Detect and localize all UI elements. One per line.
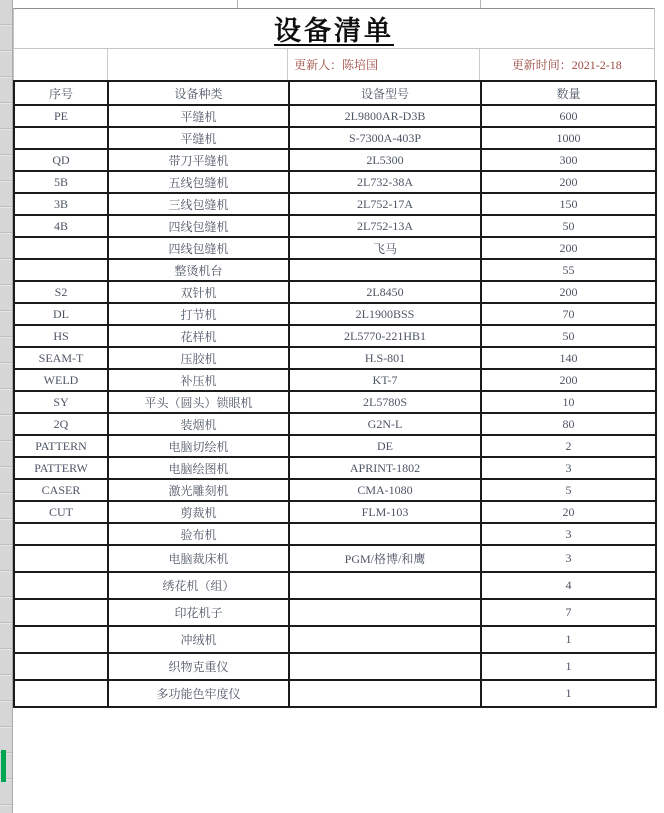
cell-type[interactable]: 三线包缝机 [108,193,289,215]
update-time-label: 更新时间：2021-2-18 [511,58,622,72]
page-title: 设备清单 [274,16,394,46]
cell-type[interactable]: 剪裁机 [108,501,289,523]
table-header-row [14,81,656,105]
cell-model[interactable]: 2L5780S [289,391,481,413]
table-row[interactable] [14,369,656,391]
table-row[interactable] [14,457,656,479]
cell-code[interactable] [14,545,108,572]
cell-type[interactable]: 电脑绘图机 [108,457,289,479]
cell-model[interactable]: 飞马 [289,237,481,259]
cell-qty[interactable]: 4 [481,572,656,599]
cell-code[interactable]: PE [14,105,108,127]
cell-code[interactable] [14,523,108,545]
cell-type[interactable]: 电脑切绘机 [108,435,289,457]
table-row[interactable] [14,435,656,457]
table-row[interactable] [14,347,656,369]
cell-qty[interactable]: 200 [481,369,656,391]
cell-qty[interactable]: 600 [481,105,656,127]
updater-cell[interactable] [288,49,479,80]
cell-qty[interactable]: 200 [481,171,656,193]
header-type: 设备种类 [108,81,289,105]
update-info-row[interactable] [13,48,655,80]
cell-model[interactable]: H.S-801 [289,347,481,369]
cell-model[interactable]: G2N-L [289,413,481,435]
cell-qty[interactable]: 20 [481,501,656,523]
cell-type[interactable]: 打节机 [108,303,289,325]
cell-type[interactable]: 四线包缝机 [108,237,289,259]
cell-model[interactable]: PGM/格博/和鹰 [289,545,481,572]
cell-type[interactable]: 五线包缝机 [108,171,289,193]
row-header-gutter [0,0,13,813]
cell-qty[interactable]: 10 [481,391,656,413]
title-row[interactable] [13,8,655,48]
cell-model[interactable]: KT-7 [289,369,481,391]
cell-code[interactable]: SY [14,391,108,413]
cell-type[interactable]: 平缝机 [108,127,289,149]
cell-qty[interactable]: 3 [481,545,656,572]
cell-code[interactable] [14,572,108,599]
cell-type[interactable]: 花样机 [108,325,289,347]
table-row[interactable] [14,281,656,303]
cell-type[interactable]: 平头（圆头）锁眼机 [108,391,289,413]
table-row[interactable] [14,193,656,215]
table-row[interactable] [14,523,656,545]
table-row[interactable] [14,325,656,347]
table-row[interactable] [14,680,656,707]
cell-qty[interactable]: 200 [481,237,656,259]
cell-qty[interactable]: 7 [481,599,656,626]
cell-code[interactable]: HS [14,325,108,347]
cell-code[interactable]: CASER [14,479,108,501]
table-row[interactable] [14,215,656,237]
cell-model[interactable]: 2L5300 [289,149,481,171]
cell-code[interactable]: PATTERW [14,457,108,479]
cell-type[interactable]: 印花机子 [108,599,289,626]
table-row[interactable] [14,127,656,149]
grid-line [237,0,238,8]
cell-code[interactable]: 2Q [14,413,108,435]
table-row[interactable] [14,599,656,626]
table-row[interactable] [14,626,656,653]
table-row[interactable] [14,501,656,523]
cell-qty[interactable]: 55 [481,259,656,281]
cell-code[interactable]: PATTERN [14,435,108,457]
sheet-main-area [13,0,655,708]
top-grid-strip [13,0,655,8]
cell-code[interactable] [14,599,108,626]
cell-model[interactable] [289,626,481,653]
cell-type[interactable]: 补压机 [108,369,289,391]
cell-qty[interactable]: 1 [481,653,656,680]
cell-model[interactable]: 2L9800AR-D3B [289,105,481,127]
cell-qty[interactable]: 50 [481,325,656,347]
cell-type[interactable]: 平缝机 [108,105,289,127]
cell-type[interactable]: 织物克重仪 [108,653,289,680]
cell-model[interactable]: FLM-103 [289,501,481,523]
cell-code[interactable]: WELD [14,369,108,391]
cell-type[interactable]: 双针机 [108,281,289,303]
cell-code[interactable]: 4B [14,215,108,237]
cell-model[interactable]: 2L5770-221HB1 [289,325,481,347]
cell-type[interactable]: 装烟机 [108,413,289,435]
cell-model[interactable]: CMA-1080 [289,479,481,501]
cell-qty[interactable]: 150 [481,193,656,215]
cell-code[interactable] [14,653,108,680]
cell-code[interactable]: S2 [14,281,108,303]
cell-model[interactable]: S-7300A-403P [289,127,481,149]
cell-type[interactable]: 多功能色牢度仪 [108,680,289,707]
cell-qty[interactable]: 1000 [481,127,656,149]
cell-model[interactable]: DE [289,435,481,457]
table-row[interactable] [14,149,656,171]
cell-type[interactable]: 激光雕刻机 [108,479,289,501]
cell-model[interactable]: 2L752-17A [289,193,481,215]
cell-model[interactable]: APRINT-1802 [289,457,481,479]
row-marker-green [1,750,6,782]
cell-type[interactable]: 验布机 [108,523,289,545]
grid-line [480,0,481,8]
updater-label: 更新人：陈培国 [294,58,379,72]
cell-type[interactable]: 绣花机（组） [108,572,289,599]
cell-type[interactable]: 冲绒机 [108,626,289,653]
table-row[interactable] [14,259,656,281]
cell-model[interactable] [289,259,481,281]
header-code: 序号 [14,81,108,105]
cell-qty[interactable]: 2 [481,435,656,457]
cell-type[interactable]: 带刀平缝机 [108,149,289,171]
cell-qty[interactable]: 3 [481,523,656,545]
cell-model[interactable] [289,599,481,626]
cell-model[interactable] [289,523,481,545]
cell-code[interactable] [14,259,108,281]
cell-qty[interactable]: 1 [481,626,656,653]
cell-model[interactable]: 2L1900BSS [289,303,481,325]
cell-qty[interactable]: 3 [481,457,656,479]
table-row[interactable] [14,237,656,259]
cell-code[interactable] [14,237,108,259]
table-row[interactable] [14,479,656,501]
table-row[interactable] [14,413,656,435]
update-time-cell[interactable] [480,49,654,80]
cell-code[interactable]: CUT [14,501,108,523]
header-qty: 数量 [481,81,656,105]
cell-code[interactable]: QD [14,149,108,171]
cell-qty[interactable]: 300 [481,149,656,171]
cell-qty[interactable]: 50 [481,215,656,237]
cell-code[interactable]: DL [14,303,108,325]
cell-code[interactable]: 5B [14,171,108,193]
table-row[interactable] [14,391,656,413]
cell-type[interactable]: 电脑裁床机 [108,545,289,572]
empty-cell[interactable] [14,49,108,80]
cell-qty[interactable]: 1 [481,680,656,707]
cell-model[interactable] [289,572,481,599]
empty-cell[interactable] [108,49,288,80]
table-row[interactable] [14,572,656,599]
cell-code[interactable]: SEAM-T [14,347,108,369]
cell-qty[interactable]: 5 [481,479,656,501]
table-row[interactable] [14,171,656,193]
cell-type[interactable]: 整烫机台 [108,259,289,281]
cell-type[interactable]: 压胶机 [108,347,289,369]
cell-type[interactable]: 四线包缝机 [108,215,289,237]
cell-code[interactable] [14,680,108,707]
table-row[interactable] [14,545,656,572]
cell-code[interactable] [14,127,108,149]
cell-code[interactable] [14,626,108,653]
cell-qty[interactable]: 80 [481,413,656,435]
cell-model[interactable] [289,653,481,680]
equipment-table [13,80,657,708]
cell-qty[interactable]: 70 [481,303,656,325]
cell-model[interactable] [289,680,481,707]
table-row[interactable] [14,105,656,127]
cell-code[interactable]: 3B [14,193,108,215]
cell-model[interactable]: 2L8450 [289,281,481,303]
cell-qty[interactable]: 200 [481,281,656,303]
table-row[interactable] [14,303,656,325]
cell-model[interactable]: 2L732-38A [289,171,481,193]
header-model: 设备型号 [289,81,481,105]
table-row[interactable] [14,653,656,680]
cell-model[interactable]: 2L752-13A [289,215,481,237]
cell-qty[interactable]: 140 [481,347,656,369]
